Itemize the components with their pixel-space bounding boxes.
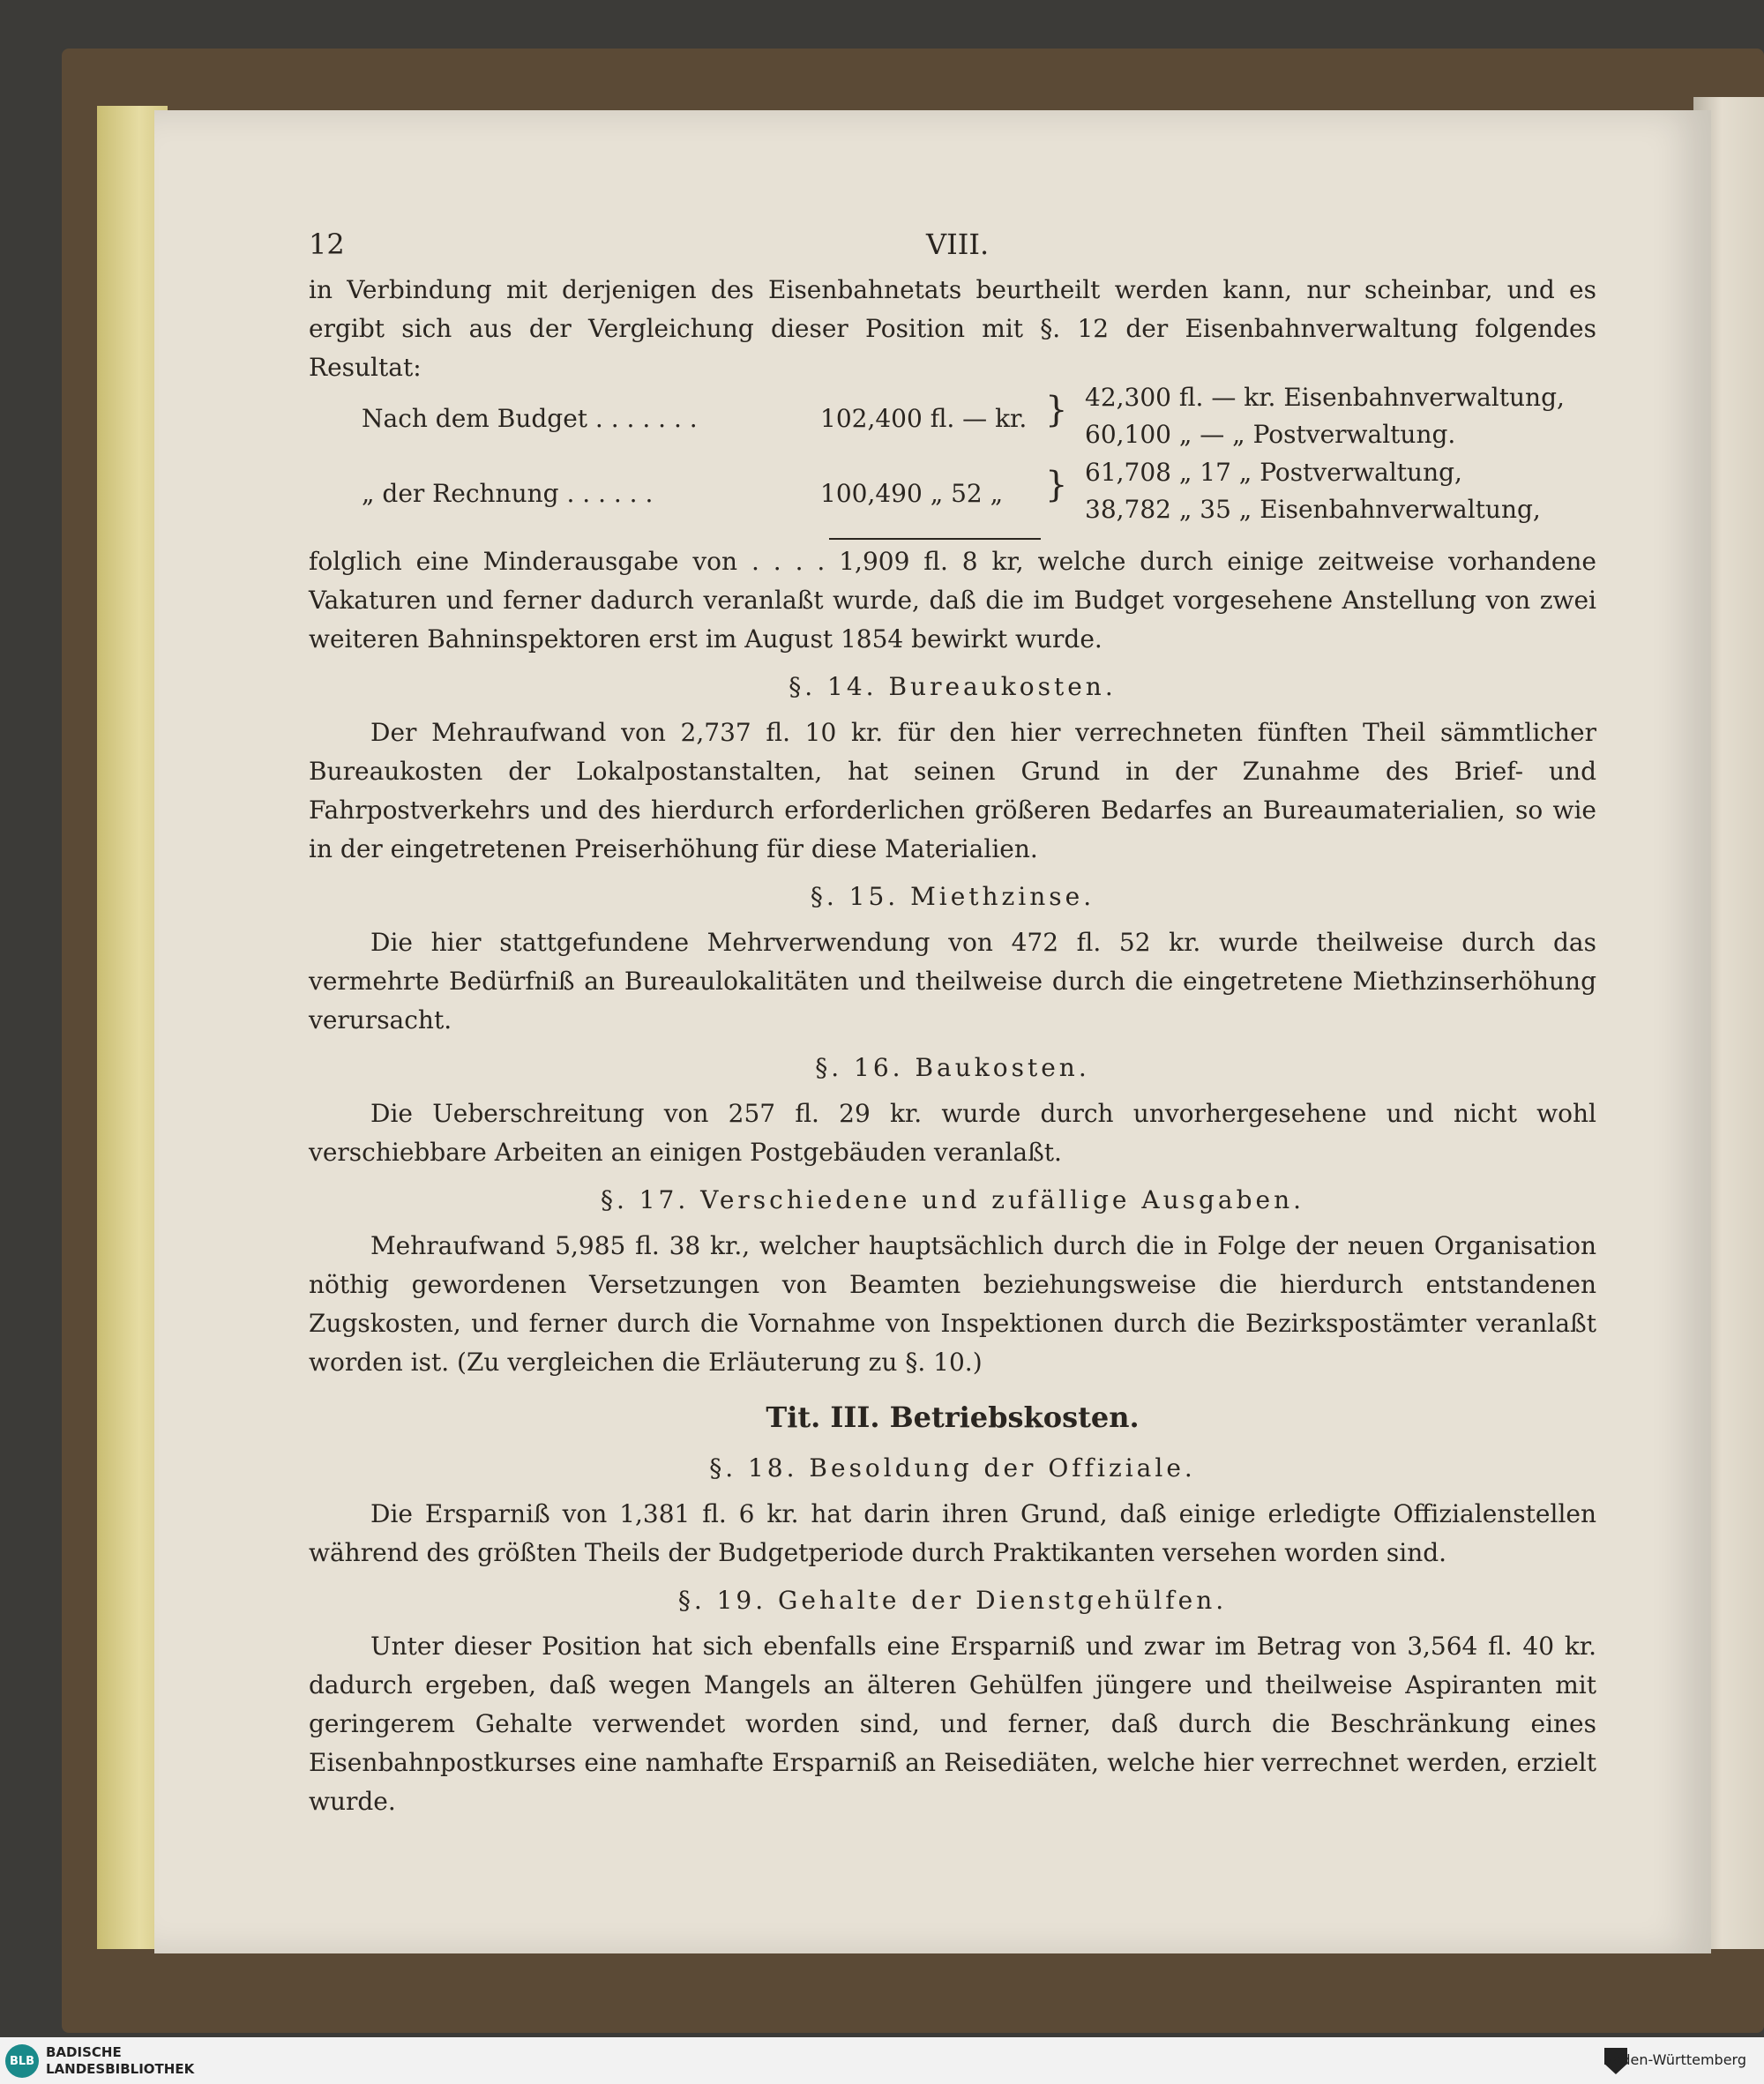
brace: } bbox=[1045, 465, 1068, 505]
section-heading: §. 16. Baukosten. bbox=[815, 1053, 1090, 1082]
state-name[interactable]: Baden-Württemberg bbox=[1603, 2051, 1746, 2068]
accounts-row-amount: 100,490 „ 52 „ bbox=[820, 479, 1004, 508]
library-line-1: BADISCHE bbox=[46, 2044, 122, 2060]
section-text: Unter dieser Position hat sich ebenfalls eine Ersparniß und zwar im Betrag von 3,564 fl. 40 kr. dadurch ergeben, daß wegen Mangels an älteren Gehülfen jüngere und theilweise Aspiranten mit geringerem Gehalte verwendet worden sind, und ferner, daß durch die Beschränkung eines Eisenbahnpostkurses eine namhafte Ersparniß an Reisediäten, welche hier verrechnet werden, erzielt wurde. bbox=[309, 1632, 1596, 1816]
accounts-sub-2: 38,782 „ 35 „ Eisenbahnverwaltung, bbox=[1085, 495, 1541, 524]
budget-sub-1: 42,300 fl. — kr. Eisenbahnverwaltung, bbox=[1085, 383, 1565, 412]
section-text: Die hier stattgefundene Mehrverwendung von 472 fl. 52 kr. wurde theilweise durch das vermehrte Bedürfniß an Bureaulokalitäten und theilweise durch die eingetretene Miethzinserhöhung verursacht. bbox=[309, 928, 1596, 1035]
chapter-heading: VIII. bbox=[926, 228, 990, 261]
sum-rule bbox=[829, 538, 1041, 540]
intro-paragraph: in Verbindung mit derjenigen des Eisenbahnetats beurtheilt werden kann, nur scheinbar, und es ergibt sich aus der Vergleichung dieser Position mit §. 12 der Eisenbahnverwaltung folgendes Resultat: bbox=[309, 275, 1596, 382]
section-heading: §. 18. Besoldung der Offiziale. bbox=[709, 1453, 1196, 1483]
budget-table bbox=[309, 383, 1596, 542]
section-text: Der Mehraufwand von 2,737 fl. 10 kr. für den hier verrechneten fünften Theil sämmtlicher Bureaukosten der Lokalpostanstalten, hat seinen Grund in der Zunahme des Brief- und Fahrpostverkehrs und des hierdurch erforderlichen größeren Bedarfes an Bureaumaterialien, so wie in der eingetretenen Preiserhöhung für diese Materialien. bbox=[309, 718, 1596, 863]
section-heading: §. 17. Verschiedene und zufällige Ausgaben. bbox=[600, 1185, 1305, 1214]
library-line-2: LANDESBIBLIOTHEK bbox=[46, 2061, 195, 2077]
budget-sub-2: 60,100 „ — „ Postverwaltung. bbox=[1085, 420, 1456, 449]
section-heading: §. 14. Bureaukosten. bbox=[789, 672, 1117, 701]
budget-row-amount: 102,400 fl. — kr. bbox=[820, 404, 1028, 433]
title-heading: Tit. III. Betriebskosten. bbox=[766, 1401, 1140, 1434]
page-number: 12 bbox=[309, 228, 345, 261]
section-text: Die Ersparniß von 1,381 fl. 6 kr. hat darin ihren Grund, daß einige erledigte Offizialenstellen während des größten Theils der Budgetperiode durch Praktikanten versehen worden sind. bbox=[309, 1499, 1596, 1567]
accounts-sub-1: 61,708 „ 17 „ Postverwaltung, bbox=[1085, 458, 1462, 487]
blb-logo-icon[interactable]: BLB bbox=[5, 2044, 39, 2078]
section-text: Die Ueberschreitung von 257 fl. 29 kr. wurde durch unvorhergesehene und nicht wohl verschiebbare Arbeiten an einigen Postgebäuden veranlaßt. bbox=[309, 1099, 1596, 1167]
page-text bbox=[309, 225, 1596, 1821]
section-heading: §. 15. Miethzinse. bbox=[810, 882, 1095, 911]
library-name bbox=[46, 2044, 194, 2078]
section-heading: §. 19. Gehalte der Dienstgehülfen. bbox=[677, 1586, 1228, 1615]
result-paragraph: folglich eine Minderausgabe von . . . . 1,909 fl. 8 kr, welche durch einige zeitweise vorhandene Vakaturen und ferner dadurch veranlaßt wurde, daß die im Budget vorgesehene Anstellung von zwei weiteren Bahninspektoren erst im August 1854 bewirkt wurde. bbox=[309, 547, 1596, 654]
section-text: Mehraufwand 5,985 fl. 38 kr., welcher hauptsächlich durch die in Folge der neuen Organisation nöthig gewordenen Versetzungen von Beamten beziehungsweise die hierdurch entstandenen Zugskosten, und ferner durch die Vornahme von Inspektionen durch die Bezirkspostämter veranlaßt worden ist. (Zu vergleichen die Erläuterung zu §. 10.) bbox=[309, 1231, 1596, 1377]
page-header bbox=[309, 225, 1596, 271]
brace: } bbox=[1045, 390, 1068, 430]
budget-row-label: Nach dem Budget . . . . . . . bbox=[362, 404, 698, 433]
accounts-row-label: „ der Rechnung . . . . . . bbox=[362, 479, 654, 508]
viewer-footer bbox=[0, 2037, 1764, 2084]
